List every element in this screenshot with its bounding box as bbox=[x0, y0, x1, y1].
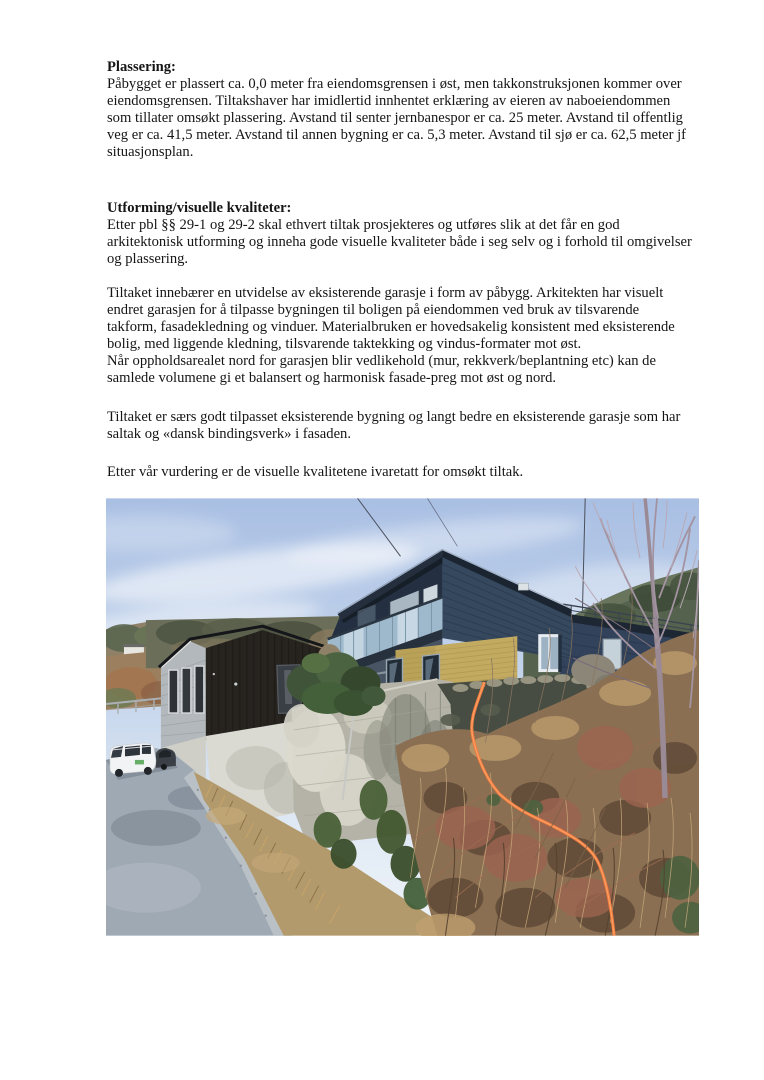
section-heading-plassering: Plassering: bbox=[107, 59, 176, 75]
garage-side-windows bbox=[169, 666, 204, 713]
section-heading-utforming: Utforming/visuelle kvaliteter: bbox=[107, 199, 292, 216]
white-van bbox=[110, 743, 156, 777]
paragraph-oppholdsareal: Når oppholdsarealet nord for garasjen blir vedlikehold (mur, rekkverk/beplantning etc) kan de samlede volumene gi et balansert og harmonisk fasade-preg mot øst og nord. bbox=[107, 353, 656, 387]
site-photo-illustration bbox=[106, 498, 699, 936]
section-plassering bbox=[107, 59, 692, 162]
wall-lamp bbox=[518, 583, 528, 590]
site-photo bbox=[106, 498, 699, 936]
paragraph-tiltaket-utvidelse: Tiltaket innebærer en utvidelse av eksisterende garasje i form av påbygg. Arkitekten har visuelt endret garasjen for å tilpasse bygningen til boligen på eiendommen ved bruk av tilsvarende takform, fasadekledning og vinduer. Materialbruken er hovedsakelig konsistent med eksisterende bolig, med liggende kledning, tilsvarende taktekking og vindus-formater mot øst. bbox=[107, 284, 675, 353]
paragraph-plassering: Påbygget er plassert ca. 0,0 meter fra eiendomsgrensen i øst, men takkonstruksjonen kommer over eiendomsgrensen. Tiltakshaver har imidlertid innhentet erklæring av eieren av naboeiendommen som tillater omsøkt plassering. Avstand til senter jernbanespor er ca. 25 meter. Avstand til offentlig veg er ca. 41,5 meter. Avstand til annen bygning er ca. 5,3 meter. Avstand til sjø er ca. 62,5 meter jf situasjonsplan. bbox=[107, 76, 686, 161]
paragraph-pbl: Etter pbl §§ 29-1 og 29-2 skal ethvert tiltak prosjekteres og utføres slik at det får en god arkitektonisk utforming og inneha gode visuelle kvaliteter både i seg selv og i forhold til omgivelser og plassering. bbox=[107, 216, 692, 267]
paragraph-vurdering: Etter vår vurdering er de visuelle kvalitetene ivaretatt for omsøkt tiltak. bbox=[107, 463, 524, 480]
section-utforming bbox=[107, 200, 692, 481]
paragraph-tilpasset: Tiltaket er særs godt tilpasset eksisterende bygning og langt bedre en eksisterende garasje som har saltak og «dansk bindingsverk» i fasaden. bbox=[107, 408, 681, 442]
